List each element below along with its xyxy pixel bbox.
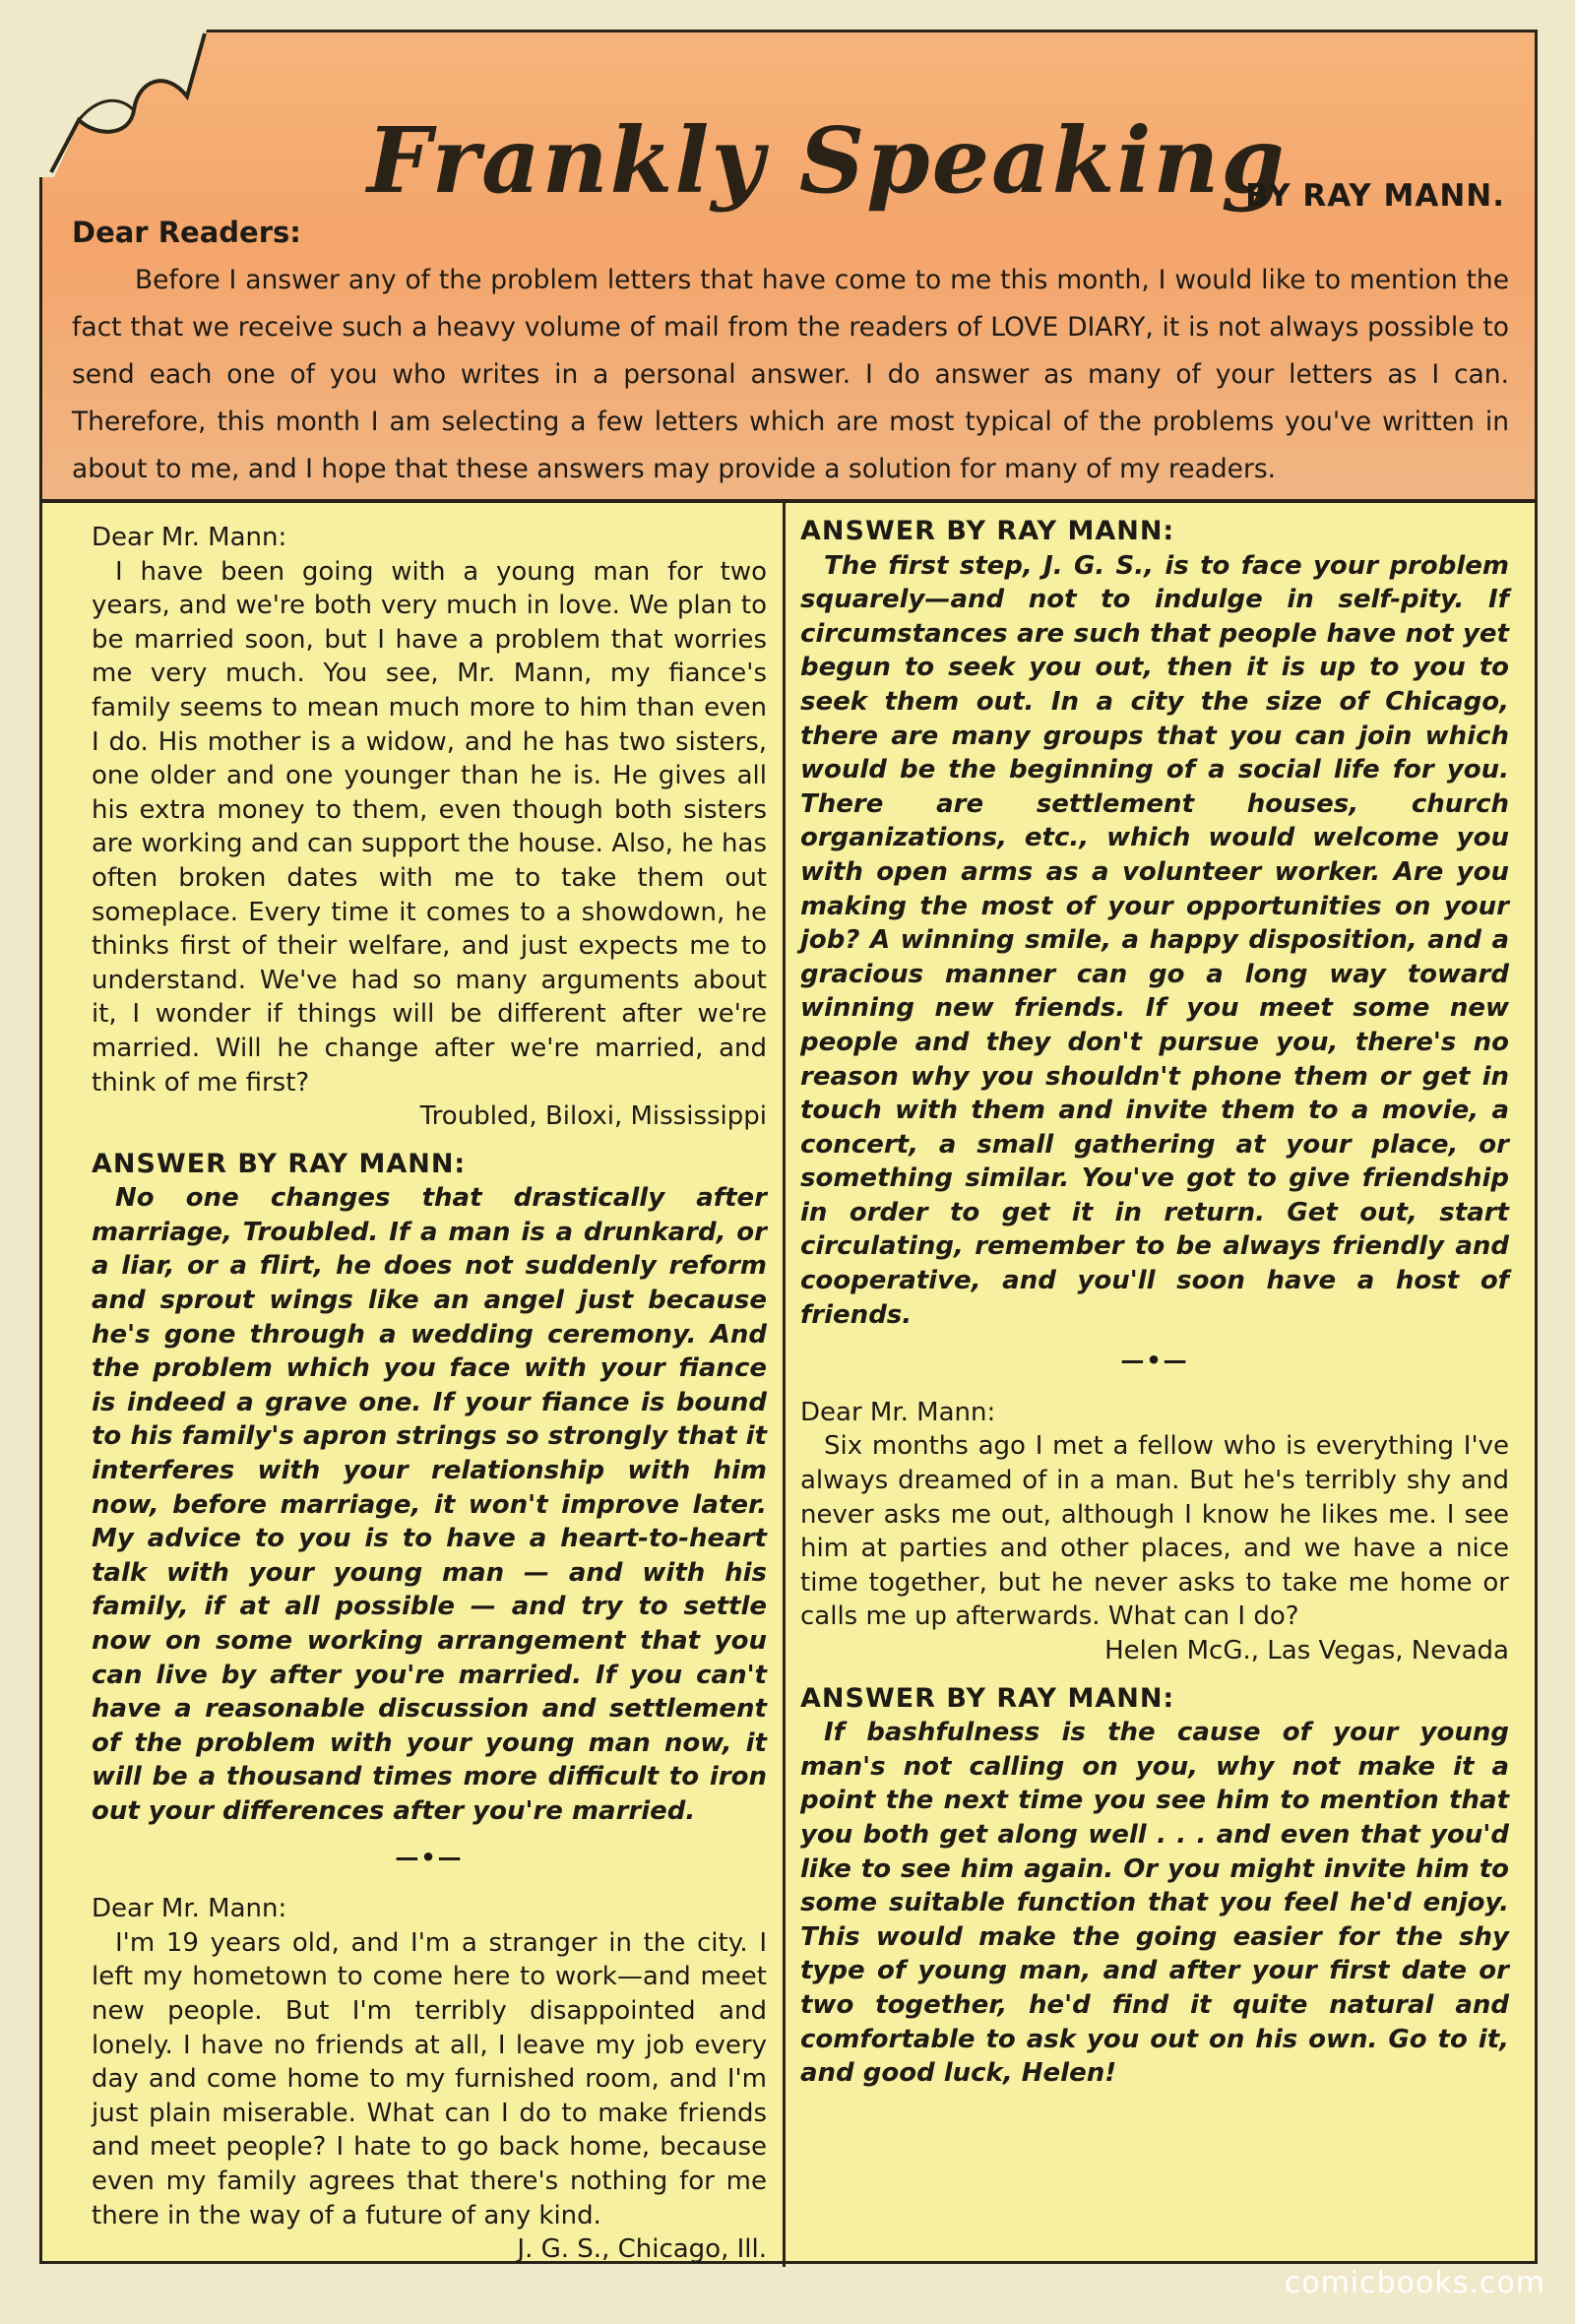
answer-body: No one changes that drastically after marriage, Troubled. If a man is a drunkard, or a liar, or a flirt, he does not suddenly reform and sprout wings like an angel just because he's gone through a wedding ceremony. And the problem which you face with your fiance is indeed a grave one. If your fiance is bound to his family's apron strings so strongly that it interferes with your relationship with him now, before marriage, it won't improve later. My advice to you is to have a heart-to-heart talk with your young man — and with his family, if at all possible — and try to settle now on some working arrangement that you can live by after you're married. If you can't have a reasonable discussion and settlement of the problem with your young man now, it will be a thousand times more difficult to iron out your differences after you're married. bbox=[92, 1183, 767, 1826]
page-curl-icon bbox=[39, 30, 207, 177]
answer-heading: ANSWER BY RAY MANN: bbox=[800, 1682, 1175, 1714]
letter-signature: J. G. S., Chicago, Ill. bbox=[517, 2234, 767, 2265]
answer-body: If bashfulness is the cause of your young man's not calling on you, why not make it a point the next time you see him to mention that you both get along well . . . and even that you'd like to see him again. Or you might invite him to some suitable function that you feel he'd enjoy. This would make the going easier for the shy type of young man, and after your first date or two together, he'd find it quite natural and comfortable to ask you out on his own. Go to it, and good luck, Helen! bbox=[800, 1718, 1509, 2089]
byline: BY RAY MANN. bbox=[1245, 178, 1505, 214]
left-column bbox=[92, 503, 767, 2281]
separator: —•— bbox=[1120, 1347, 1189, 1375]
letter-signature: Helen McG., Las Vegas, Nevada bbox=[1104, 1636, 1509, 1665]
separator: —•— bbox=[395, 1843, 464, 1871]
letter-body: I have been going with a young man for two years, and we're both very much in love. We plan to be married soon, but I have a problem that worries me very much. You see, Mr. Mann, my fiance's family seems to mean much more to him than even I do. His mother is a widow, and he has two sisters, one older and one younger than he is. He gives all his extra money to them, even though both sisters are working and can support the house. Also, he has often broken dates with me to take them out someplace. Every time it comes to a showdown, he thinks first of their welfare, and just expects me to understand. We've had so many arguments about it, I wonder if things will be different after we're married. Will he change after we're married, and think of me first? bbox=[92, 556, 767, 1098]
right-column bbox=[800, 503, 1509, 2091]
letter-signature: Troubled, Biloxi, Mississippi bbox=[419, 1101, 767, 1132]
letter-body: Six months ago I met a fellow who is everything I've always dreamed of in a man. But he's terribly shy and never asks me out, although I know he likes me. I see him at parties and other places, and we have a nice time together, but he never asks to take me home or calls me up afterwards. What can I do? bbox=[800, 1431, 1509, 1632]
page-title: Frankly Speaking bbox=[367, 107, 1287, 214]
column-divider bbox=[783, 503, 786, 2267]
page bbox=[39, 30, 1538, 2264]
letter-greeting: Dear Mr. Mann: bbox=[92, 1894, 287, 1924]
watermark: comicbooks.com bbox=[1284, 2266, 1545, 2300]
letter-body: I'm 19 years old, and I'm a stranger in the city. I left my hometown to come here to work—and meet new people. But I'm terribly disappointed and lonely. I have no friends at all, I leave my job every day and come home to my furnished room, and I'm just plain miserable. What can I do to make friends and meet people? I hate to go back home, because even my family agrees that there's nothing for me there in the way of a future of any kind. bbox=[92, 1927, 767, 2230]
letter-greeting: Dear Mr. Mann: bbox=[800, 1397, 996, 1427]
intro-paragraph: Before I answer any of the problem letters that have come to me this month, I would like to mention the fact that we receive such a heavy volume of mail from the readers of LOVE DIARY, it is not always possible to send each one of you who writes in a personal answer. I do answer as many of your letters as I can. Therefore, this month I am selecting a few letters which are most typical of the problems you've written in about to me, and I hope that these answers may provide a solution for many of my readers. bbox=[72, 265, 1509, 484]
answer-body: The first step, J. G. S., is to face your problem squarely—and not to indulge in self-pity. If circumstances are such that people have not yet begun to seek you out, then it is up to you to seek them out. In a city the size of Chicago, there are many groups that you can join which would be the beginning of a social life for you. There are settlement houses, church organizations, etc., which would welcome you with open arms as a volunteer worker. Are you making the most of your opportunities on your job? A winning smile, a happy disposition, and a gracious manner can go a long way toward winning new friends. If you meet some new people and they don't pursue you, there's no reason why you shouldn't phone them or get in touch with them and invite them to a movie, a concert, a small gathering at your place, or something similar. You've got to give friendship in order to get it in return. Get out, start circulating, remember to be always friendly and cooperative, and you'll soon have a host of friends. bbox=[800, 550, 1509, 1330]
answer-heading: ANSWER BY RAY MANN: bbox=[800, 516, 1175, 546]
letter-greeting: Dear Mr. Mann: bbox=[92, 523, 287, 552]
answer-heading: ANSWER BY RAY MANN: bbox=[92, 1148, 467, 1179]
header-panel bbox=[42, 32, 1535, 503]
salutation: Dear Readers: bbox=[72, 216, 301, 249]
